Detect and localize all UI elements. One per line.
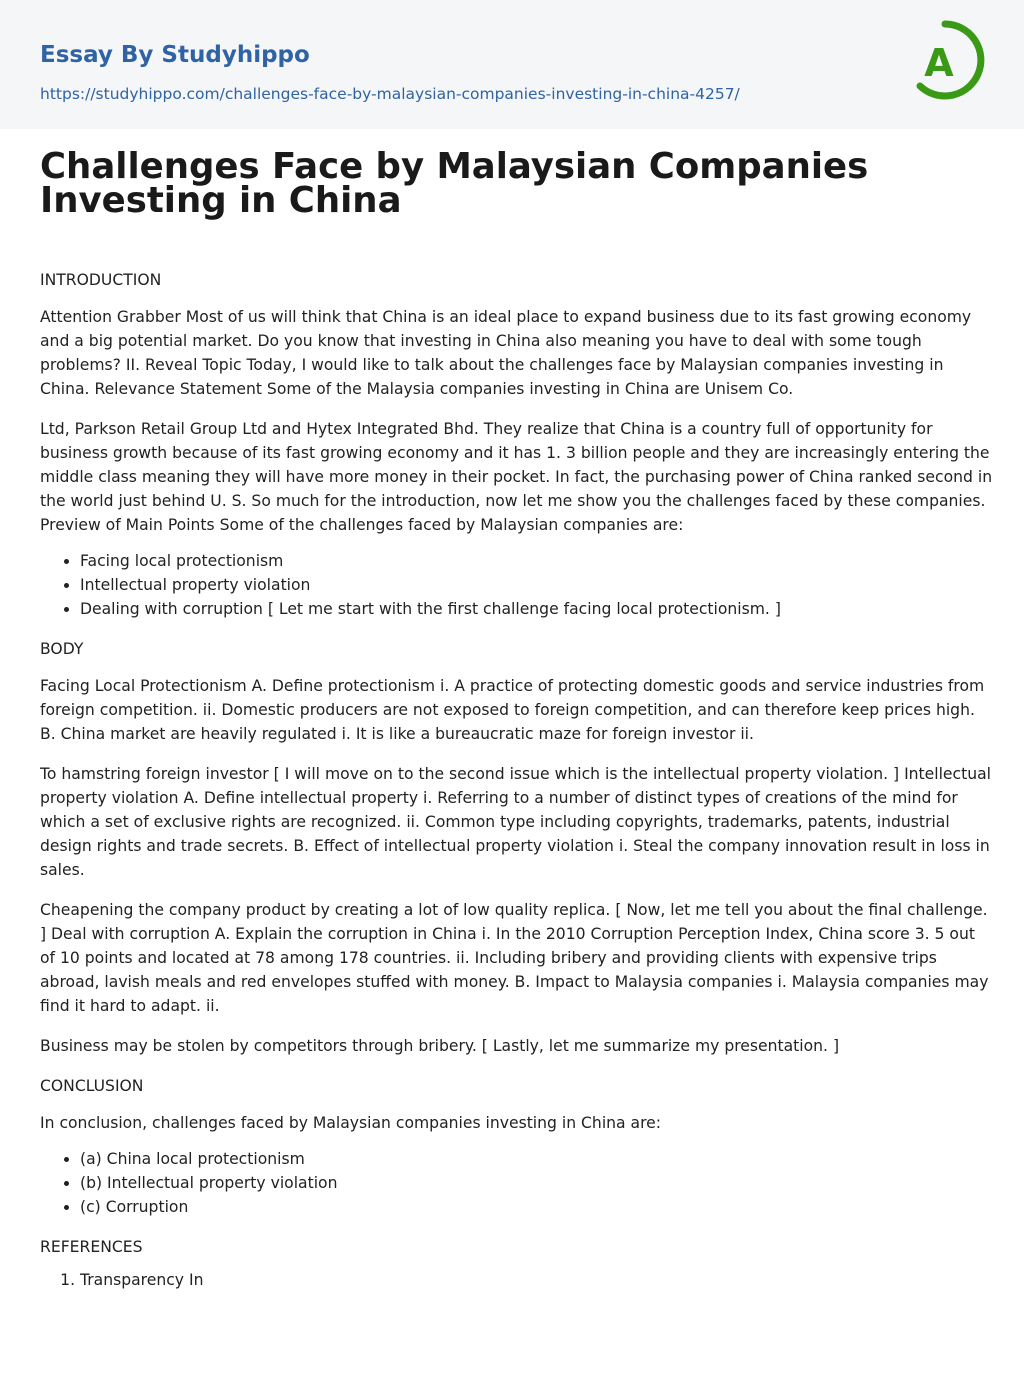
list-item: • Facing local protectionism	[80, 549, 994, 573]
list-item: • Dealing with corruption [ Let me start with the first challenge facing local protectionism. ]	[80, 597, 994, 621]
references-list	[40, 1268, 994, 1292]
conclusion-list	[40, 1147, 994, 1219]
brand-title[interactable]: Essay By Studyhippo	[40, 42, 310, 68]
page-title: Challenges Face by Malaysian Companies Investing in China	[40, 146, 869, 221]
intro-paragraph-1: Attention Grabber Most of us will think that China is an ideal place to expand business due to its fast growing economy and a big potential market. Do you know that investing in China also meaning you have to deal with some tough problems? II. Reveal Topic Today, I would like to talk about the challenges face by Malaysian companies investing in China. Relevance Statement Some of the Malaysia companies investing in China are Unisem Co.	[40, 308, 972, 398]
list-item: • Intellectual property violation	[80, 573, 994, 597]
intro-paragraph-2: Ltd, Parkson Retail Group Ltd and Hytex Integrated Bhd. They realize that China is a country full of opportunity for business growth because of its fast growing economy and it has 1. 3 billion people and they are increasingly entering the middle class meaning they will have more money in their pocket. In fact, the purchasing power of China ranked second in the world just behind U. S. So much for the introduction, now let me show you the challenges faced by these companies. Preview of Main Points Some of the challenges faced by Malaysian companies are:	[40, 420, 993, 534]
list-item: • (c) Corruption	[80, 1195, 994, 1219]
conclusion-paragraph: In conclusion, challenges faced by Malaysian companies investing in China are:	[40, 1114, 662, 1132]
essay-url-link[interactable]: https://studyhippo.com/challenges-face-by-malaysian-companies-investing-in-china-4257/	[40, 85, 740, 103]
introduction-heading: INTRODUCTION	[40, 271, 162, 289]
preview-list	[40, 549, 994, 621]
body-paragraph-4: Business may be stolen by competitors through bribery. [ Lastly, let me summarize my presentation. ]	[40, 1037, 840, 1055]
conclusion-heading: CONCLUSION	[40, 1077, 144, 1095]
body-heading: BODY	[40, 640, 84, 658]
body-paragraph-2: To hamstring foreign investor [ I will move on to the second issue which is the intellectual property violation. ] Intellectual property violation A. Define intellectual property i. Referring to a number of distinct types of creations of the mind for which a set of exclusive rights are recognized. ii. Common type including copyrights, trademarks, patents, industrial design rights and trade secrets. B. Effect of intellectual property violation i. Steal the company innovation result in loss in sales.	[40, 765, 991, 879]
logo-letter: A	[924, 41, 954, 85]
essay-body	[40, 268, 994, 1308]
body-paragraph-3: Cheapening the company product by creating a lot of low quality replica. [ Now, let me tell you about the final challenge. ] Deal with corruption A. Explain the corruption in China i. In the 2010 Corruption Perception Index, China score 3. 5 out of 10 points and located at 78 among 178 countries. ii. Including bribery and providing clients with expensive trips abroad, lavish meals and red envelopes stuffed with money. B. Impact to Malaysia companies i. Malaysia companies may find it hard to adapt. ii.	[40, 901, 989, 1015]
list-item: 1. Transparency In	[80, 1268, 994, 1292]
body-paragraph-1: Facing Local Protectionism A. Define protectionism i. A practice of protecting domestic goods and service industries from foreign competition. ii. Domestic producers are not exposed to foreign competition, and can therefore keep prices high. B. China market are heavily regulated i. It is like a bureaucratic maze for foreign investor ii.	[40, 677, 985, 743]
references-heading: REFERENCES	[40, 1238, 143, 1256]
list-item: • (b) Intellectual property violation	[80, 1171, 994, 1195]
list-item: • (a) China local protectionism	[80, 1147, 994, 1171]
